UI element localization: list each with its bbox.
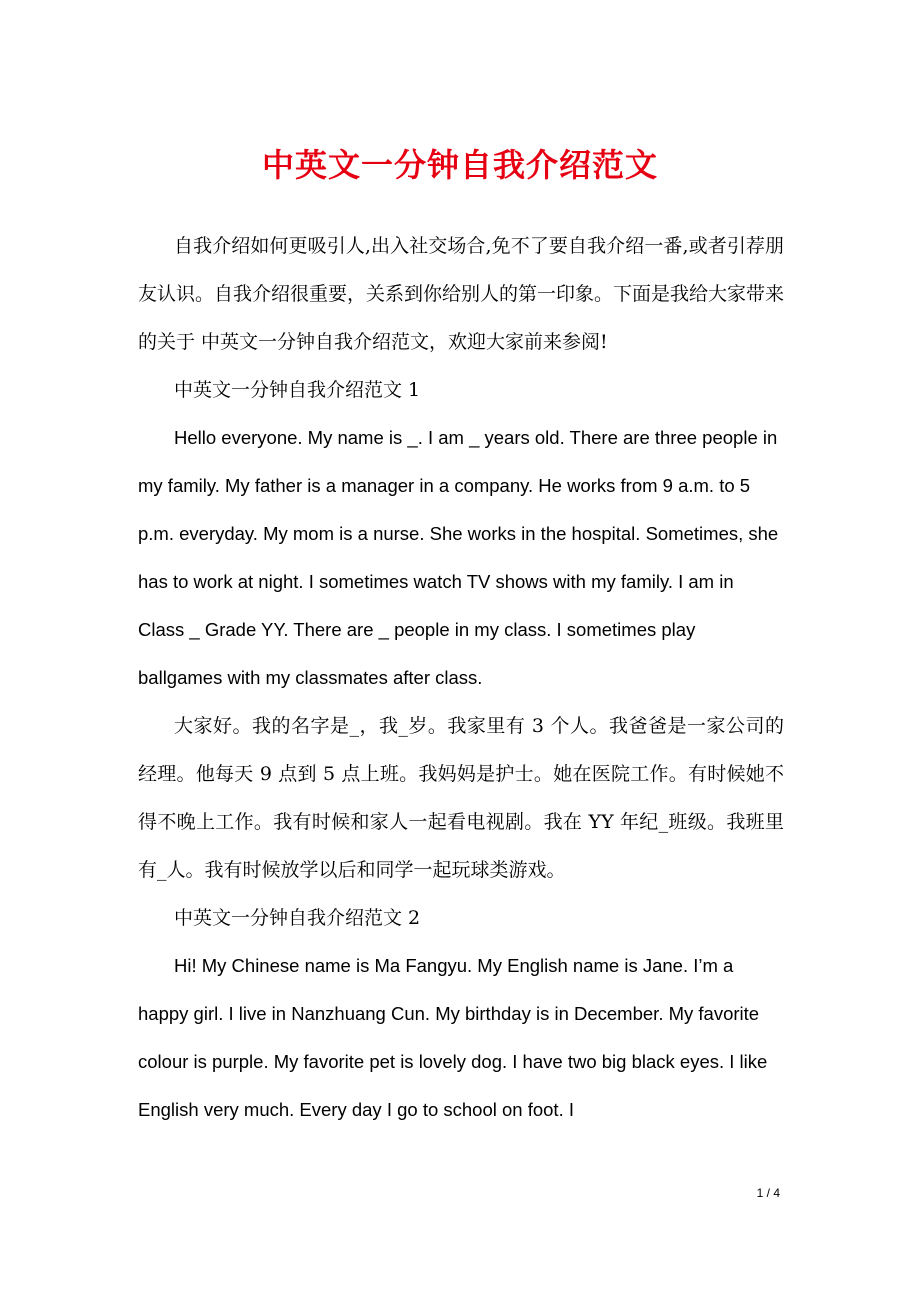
page-number: 1 / 4 — [756, 1186, 780, 1200]
section-2-heading: 中英文一分钟自我介绍范文 2 — [174, 907, 421, 929]
document-body — [138, 222, 784, 1134]
section-2-english-paragraph: Hi! My Chinese name is Ma Fangyu. My English name is Jane. I’m a happy girl. I live in Nanzhuang Cun. My birthday is in December. My favorite colour is purple. My favorite pet is lovely dog. I have two big black eyes. I like English very much. Every day I go to school on foot. I — [138, 955, 768, 1120]
intro-paragraph: 自我介绍如何更吸引人,出入社交场合,免不了要自我介绍一番,或者引荐朋友认识。自我介绍很重要，关系到你给别人的第一印象。下面是我给大家带来的关于 中英文一分钟自我介绍范文，欢迎大家前来参阅! — [138, 235, 785, 353]
section-1-chinese-paragraph: 大家好。我的名字是_，我_岁。我家里有 3 个人。我爸爸是一家公司的经理。他每天 9 点到 5 点上班。我妈妈是护士。她在医院工作。有时候她不得不晚上工作。我有时候和家人一起看电视剧。我在 YY 年纪_班级。我班里有_人。我有时候放学以后和同学一起玩球类游戏。 — [138, 715, 784, 881]
document-title: 中英文一分钟自我介绍范文 — [261, 146, 658, 184]
section-1-heading: 中英文一分钟自我介绍范文 1 — [174, 379, 421, 401]
section-1-english-paragraph: Hello everyone. My name is _. I am _ years old. There are three people in my family. My father is a manager in a company. He works from 9 a.m. to 5 p.m. everyday. My mom is a nurse. She works in the hospital. Sometimes, she has to work at night. I sometimes watch TV shows with my family. I am in Class _ Grade YY. There are _ people in my class. I sometimes play ballgames with my classmates after class. — [138, 427, 779, 688]
